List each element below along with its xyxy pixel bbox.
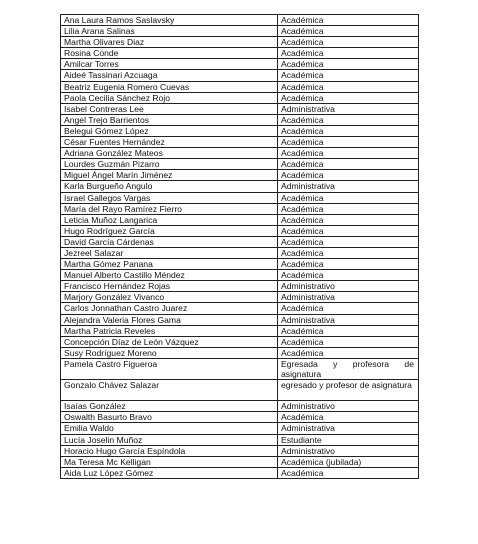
person-role-cell: egresado y profesor de asignatura xyxy=(278,380,419,401)
person-name-cell: Ma Teresa Mc Kelligan xyxy=(61,456,278,467)
person-role-cell: Académica (jubilada) xyxy=(278,456,419,467)
person-name-cell: Isaías González xyxy=(61,401,278,412)
person-role-cell: Académica xyxy=(278,81,419,92)
person-name-cell: Martha Patricia Reveles xyxy=(61,325,278,336)
table-row xyxy=(61,336,419,347)
person-name-cell: Gonzalo Chávez Salazar xyxy=(61,380,278,401)
person-name-cell: Francisco Hernández Rojas xyxy=(61,281,278,292)
table-row xyxy=(61,59,419,70)
table-row xyxy=(61,148,419,159)
person-role-cell: Académica xyxy=(278,347,419,358)
person-name-cell: Pamela Castro Figueroa xyxy=(61,358,278,379)
table-row xyxy=(61,358,419,379)
person-name-cell: Belegui Gómez López xyxy=(61,125,278,136)
person-role-cell: Académica xyxy=(278,259,419,270)
person-role-cell: Académica xyxy=(278,37,419,48)
staff-table-body xyxy=(61,15,419,479)
person-name-cell: Lucía Joselin Muñoz xyxy=(61,434,278,445)
person-role-cell: Académica xyxy=(278,48,419,59)
person-role-cell: Académica xyxy=(278,170,419,181)
person-name-cell: Manuel Alberto Castillo Méndez xyxy=(61,270,278,281)
person-role-cell: Académica xyxy=(278,15,419,26)
person-role-cell: Académica xyxy=(278,203,419,214)
person-role-cell: Académica xyxy=(278,159,419,170)
person-role-cell: Administrativa xyxy=(278,181,419,192)
person-name-cell: Oswalth Basurto Bravo xyxy=(61,412,278,423)
table-row xyxy=(61,434,419,445)
person-role-cell: Académica xyxy=(278,214,419,225)
person-name-cell: Martha Olivares Diaz xyxy=(61,37,278,48)
person-role-cell: Administrativo xyxy=(278,281,419,292)
person-name-cell: Rosina Conde xyxy=(61,48,278,59)
table-row xyxy=(61,92,419,103)
table-row xyxy=(61,259,419,270)
person-role-cell: Estudiante xyxy=(278,434,419,445)
table-row xyxy=(61,103,419,114)
table-row xyxy=(61,37,419,48)
person-role-cell: Académica xyxy=(278,467,419,478)
table-row xyxy=(61,214,419,225)
person-name-cell: Alejandra Valeria Flores Gama xyxy=(61,314,278,325)
table-row xyxy=(61,125,419,136)
person-name-cell: Emilia Waldo xyxy=(61,423,278,434)
table-row xyxy=(61,48,419,59)
person-role-cell: Académica xyxy=(278,225,419,236)
person-role-cell: Administrativa xyxy=(278,314,419,325)
person-name-cell: Jezreel Salazar xyxy=(61,247,278,258)
person-role-cell: Académica xyxy=(278,148,419,159)
table-row xyxy=(61,114,419,125)
person-role-cell: Académica xyxy=(278,137,419,148)
table-row xyxy=(61,314,419,325)
person-role-cell: Académica xyxy=(278,270,419,281)
table-row xyxy=(61,401,419,412)
person-role-cell: Académica xyxy=(278,247,419,258)
person-role-cell: Académica xyxy=(278,412,419,423)
person-name-cell: Martha Gómez Panana xyxy=(61,259,278,270)
person-name-cell: Angel Trejo Barrientos xyxy=(61,114,278,125)
table-row xyxy=(61,270,419,281)
person-name-cell: Horacio Hugo García Espíndola xyxy=(61,445,278,456)
person-role-cell: Egresada y profesora de asignatura xyxy=(278,358,419,379)
person-name-cell: Lourdes Guzmán Pizarro xyxy=(61,159,278,170)
table-row xyxy=(61,159,419,170)
table-row xyxy=(61,303,419,314)
person-role-cell: Académica xyxy=(278,303,419,314)
person-role-cell: Administrativo xyxy=(278,445,419,456)
person-name-cell: Karla Burgueño Angulo xyxy=(61,181,278,192)
person-role-cell: Académica xyxy=(278,192,419,203)
person-name-cell: Susy Rodríguez Moreno xyxy=(61,347,278,358)
table-row xyxy=(61,347,419,358)
table-row xyxy=(61,467,419,478)
table-row xyxy=(61,170,419,181)
person-role-cell: Administrativa xyxy=(278,423,419,434)
table-row xyxy=(61,292,419,303)
person-name-cell: Lilia Arana Salinas xyxy=(61,26,278,37)
person-name-cell: Isabel Contreras Lee xyxy=(61,103,278,114)
person-name-cell: César Fuentes Hernández xyxy=(61,137,278,148)
table-row xyxy=(61,247,419,258)
table-row xyxy=(61,236,419,247)
person-role-cell: Académica xyxy=(278,114,419,125)
table-row xyxy=(61,181,419,192)
table-row xyxy=(61,423,419,434)
table-row xyxy=(61,445,419,456)
person-name-cell: Ana Laura Ramos Saslavsky xyxy=(61,15,278,26)
person-role-cell: Académica xyxy=(278,26,419,37)
person-name-cell: Paola Cecilia Sánchez Rojo xyxy=(61,92,278,103)
person-name-cell: David García Cárdenas xyxy=(61,236,278,247)
person-name-cell: Beatriz Eugenia Romero Cuevas xyxy=(61,81,278,92)
table-row xyxy=(61,325,419,336)
person-role-cell: Administrativo xyxy=(278,401,419,412)
table-row xyxy=(61,192,419,203)
person-name-cell: Carlos Jonnathan Castro Juarez xyxy=(61,303,278,314)
table-row xyxy=(61,70,419,81)
person-name-cell: Marjory González Vivanco xyxy=(61,292,278,303)
person-name-cell: Hugo Rodríguez García xyxy=(61,225,278,236)
table-row xyxy=(61,456,419,467)
table-row xyxy=(61,281,419,292)
person-role-cell: Académica xyxy=(278,59,419,70)
staff-table xyxy=(60,14,419,479)
person-role-cell: Académica xyxy=(278,325,419,336)
table-row xyxy=(61,380,419,401)
person-name-cell: Amilcar Torres xyxy=(61,59,278,70)
person-role-cell: Académica xyxy=(278,236,419,247)
person-role-cell: Administrativa xyxy=(278,103,419,114)
person-role-cell: Académica xyxy=(278,92,419,103)
person-role-cell: Académica xyxy=(278,125,419,136)
person-name-cell: Israel Gallegos Vargas xyxy=(61,192,278,203)
table-row xyxy=(61,26,419,37)
person-role-cell: Académica xyxy=(278,336,419,347)
person-role-cell: Administrativa xyxy=(278,292,419,303)
person-name-cell: Concepción Díaz de León Vázquez xyxy=(61,336,278,347)
person-name-cell: Adriana González Mateos xyxy=(61,148,278,159)
person-name-cell: Aideé Tassinari Azcuaga xyxy=(61,70,278,81)
table-row xyxy=(61,81,419,92)
person-role-cell: Académica xyxy=(278,70,419,81)
table-row xyxy=(61,203,419,214)
person-name-cell: Miguel Ángel Marín Jiménez xyxy=(61,170,278,181)
table-row xyxy=(61,15,419,26)
table-row xyxy=(61,137,419,148)
table-row xyxy=(61,225,419,236)
person-name-cell: Leticia Muñoz Langarica xyxy=(61,214,278,225)
person-name-cell: María del Rayo Ramírez Fierro xyxy=(61,203,278,214)
table-row xyxy=(61,412,419,423)
person-name-cell: Aida Luz López Gómez xyxy=(61,467,278,478)
